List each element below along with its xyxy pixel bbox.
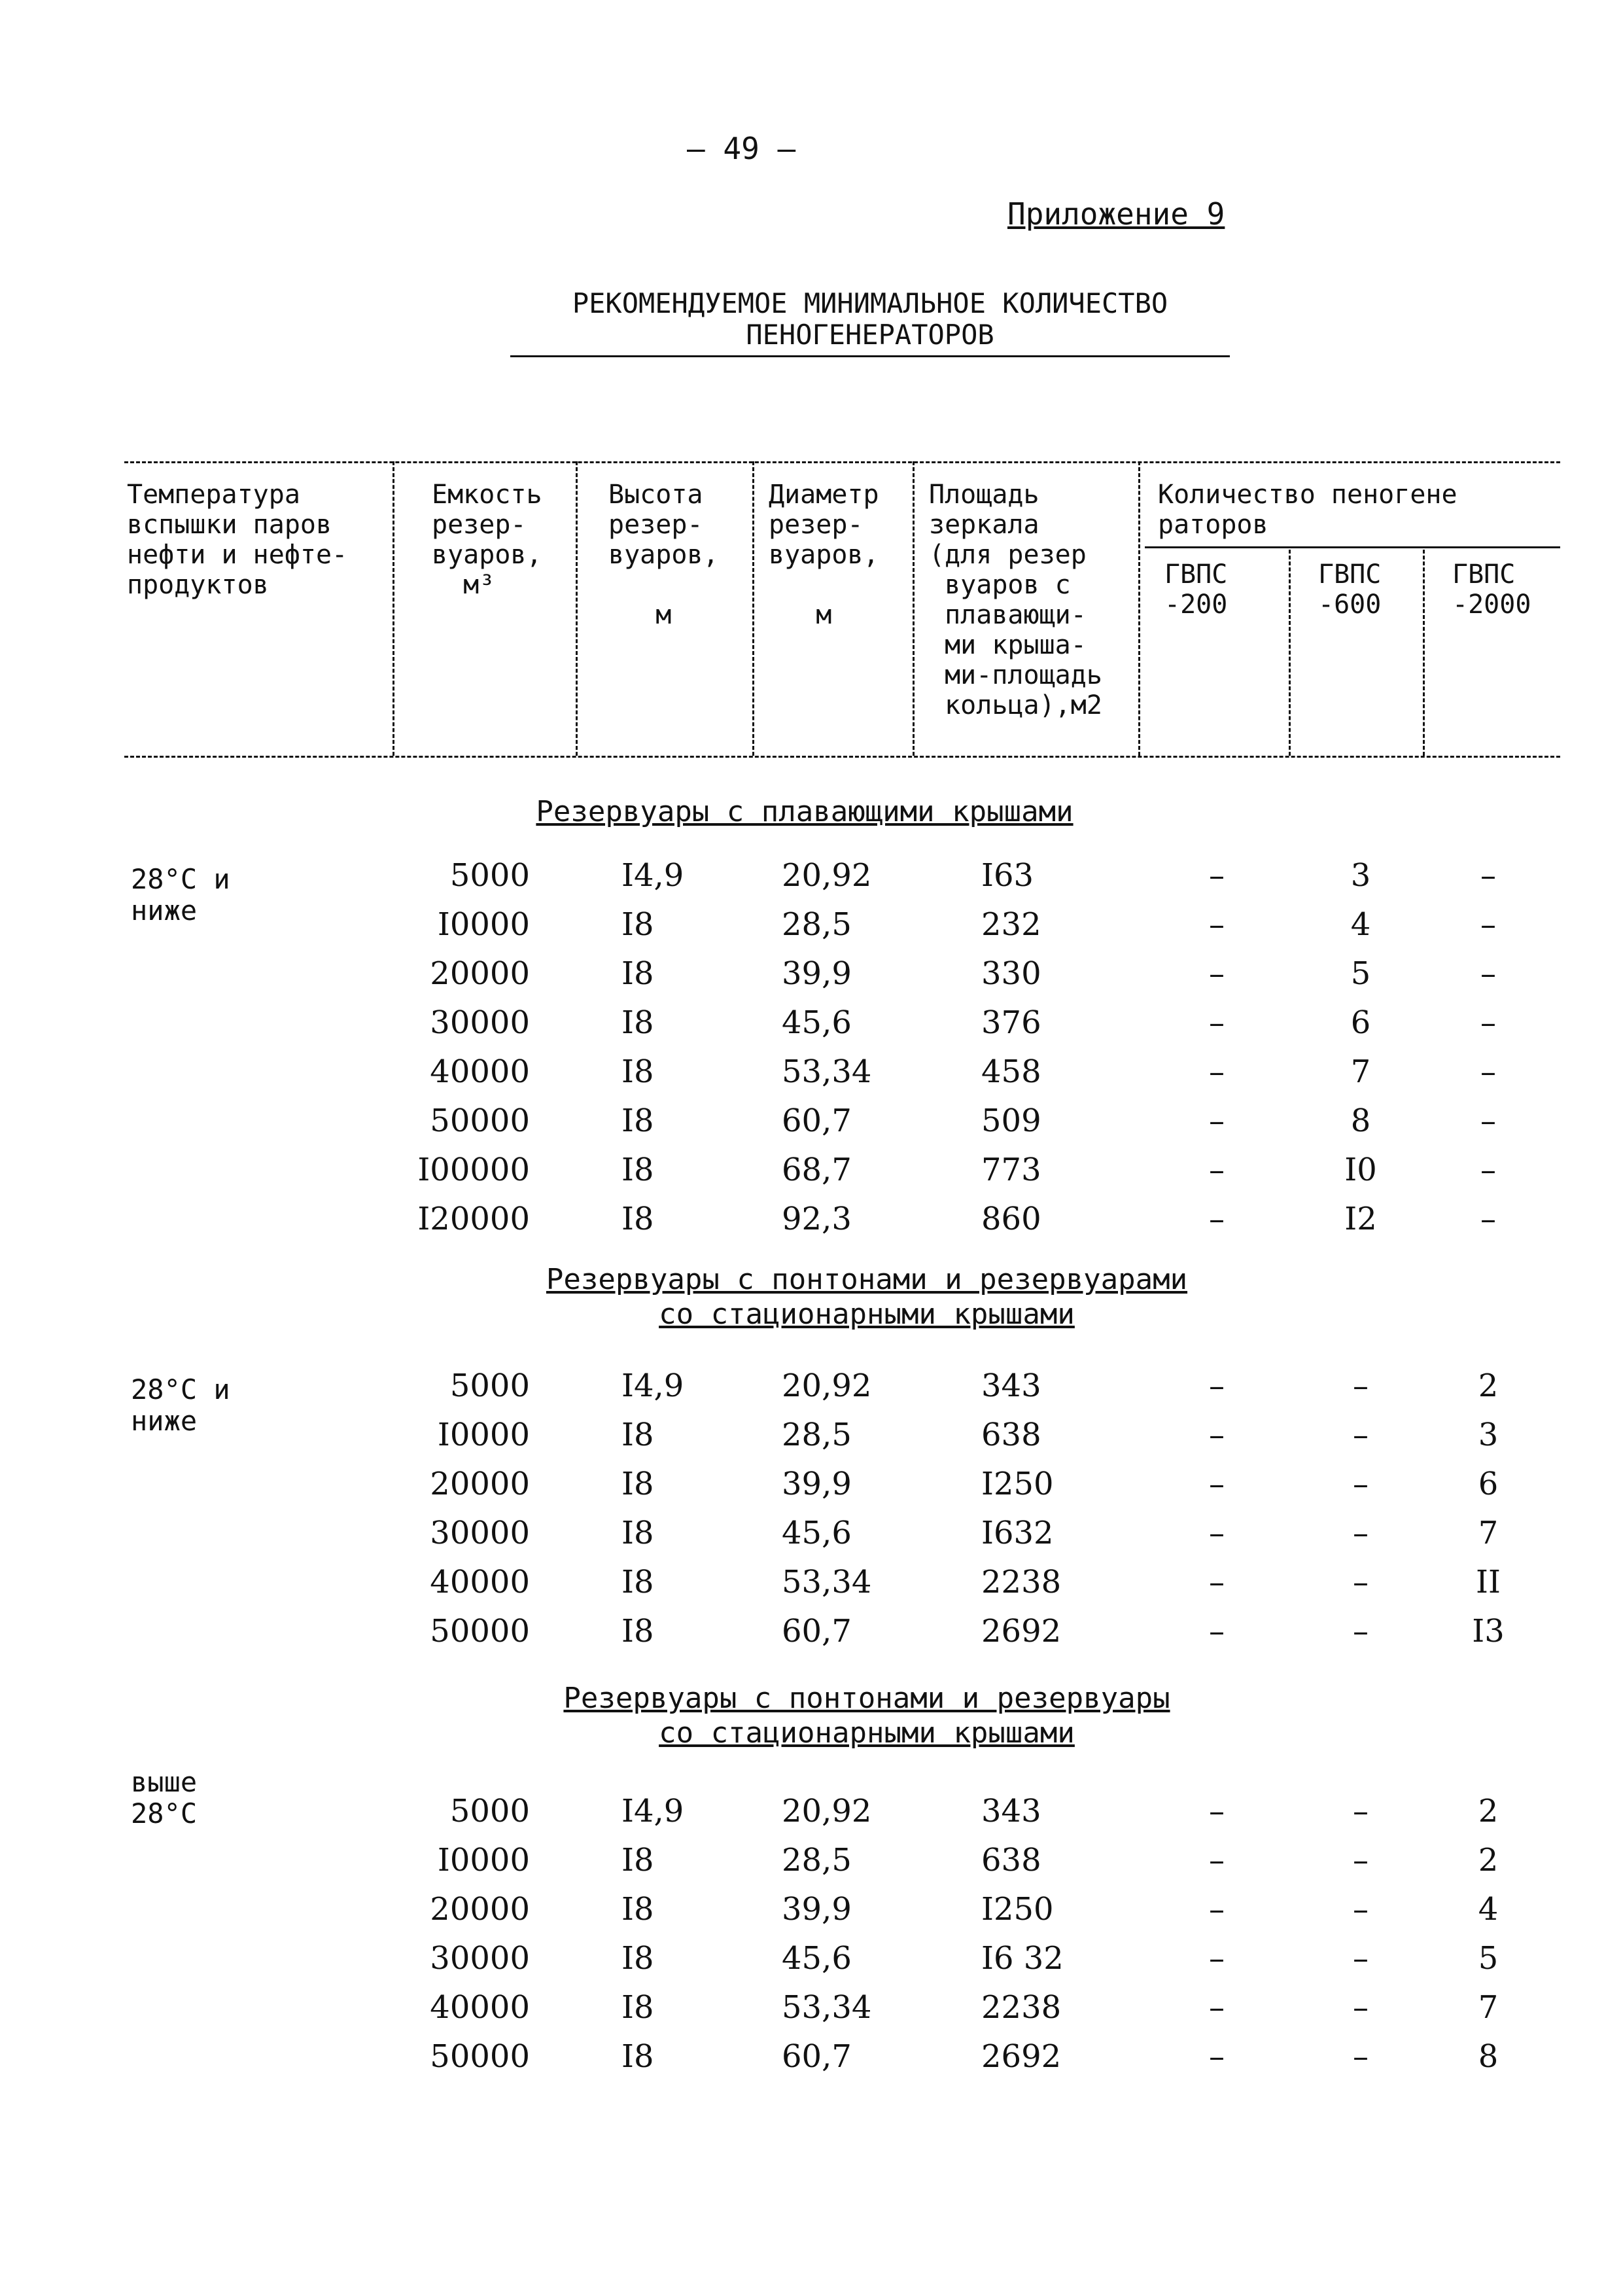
header-gvps-200: ГВПС -200 [1164,559,1228,620]
cell-height: I8 [621,1564,654,1600]
column-divider [752,461,754,756]
cell-diameter: 28,5 [782,906,852,943]
cell-diameter: 53,34 [782,1989,872,2026]
cell-gvps-200: – [1209,1103,1225,1139]
subgroup-rule [1145,546,1560,548]
cell-gvps-200: – [1209,1793,1225,1829]
cell-height: I8 [621,1989,654,2026]
cell-gvps-600: – [1353,1417,1369,1453]
column-divider [393,461,394,756]
cell-height: I4,9 [621,1368,684,1404]
table-row [0,1103,1623,1148]
cell-gvps-600: – [1353,1940,1369,1977]
cell-gvps-200: – [1209,1053,1225,1090]
cell-diameter: 68,7 [782,1152,852,1188]
cell-gvps-2000: – [1480,1103,1496,1139]
cell-capacity: 5000 [449,1793,530,1829]
cell-diameter: 53,34 [782,1564,872,1600]
table-row [0,1564,1623,1610]
header-temp: Температура вспышки паров нефти и нефте- продуктов [127,480,348,600]
cell-gvps-200: – [1209,906,1225,943]
cell-gvps-2000: 5 [1478,1940,1499,1977]
cell-gvps-200: – [1209,1940,1225,1977]
cell-area: 2238 [981,1989,1062,2026]
header-count-group: Количество пеногене раторов [1158,480,1457,540]
cell-gvps-200: – [1209,1152,1225,1188]
cell-diameter: 60,7 [782,1103,852,1139]
cell-diameter: 92,3 [782,1201,852,1237]
cell-area: I6 32 [981,1940,1064,1977]
cell-gvps-600: I2 [1344,1201,1377,1237]
cell-gvps-2000: – [1480,1053,1496,1090]
cell-gvps-600: 3 [1350,857,1371,894]
cell-area: 458 [981,1053,1041,1090]
cell-height: I8 [621,2038,654,2075]
cell-gvps-200: – [1209,1004,1225,1041]
table-row [0,1004,1623,1050]
cell-gvps-600: – [1353,1891,1369,1928]
cell-gvps-600: – [1353,2038,1369,2075]
cell-gvps-600: – [1353,1613,1369,1650]
cell-gvps-200: – [1209,1613,1225,1650]
cell-area: 330 [981,955,1041,992]
cell-gvps-2000: 8 [1478,2038,1499,2075]
cell-gvps-600: – [1353,1368,1369,1404]
cell-diameter: 39,9 [782,1466,852,1502]
cell-height: I4,9 [621,857,684,894]
cell-gvps-600: – [1353,1842,1369,1879]
cell-height: I8 [621,1940,654,1977]
table-row [0,2038,1623,2084]
cell-gvps-2000: 7 [1478,1989,1499,2026]
cell-height: I8 [621,1053,654,1090]
cell-diameter: 28,5 [782,1842,852,1879]
cell-area: 638 [981,1417,1041,1453]
cell-capacity: 50000 [430,2038,530,2075]
cell-capacity: 20000 [430,955,530,992]
table-row [0,1842,1623,1888]
cell-capacity: 50000 [430,1613,530,1650]
cell-height: I8 [621,1466,654,1502]
appendix-label: Приложение 9 [1007,196,1225,232]
cell-area: I632 [981,1515,1054,1551]
column-divider [913,461,915,756]
title-line-1: РЕКОМЕНДУЕМОЕ МИНИМАЛЬНОЕ КОЛИЧЕСТВО [572,287,1168,319]
cell-diameter: 39,9 [782,955,852,992]
cell-diameter: 53,34 [782,1053,872,1090]
table-row [0,1152,1623,1197]
cell-diameter: 28,5 [782,1417,852,1453]
cell-height: I8 [621,1004,654,1041]
cell-gvps-600: – [1353,1793,1369,1829]
cell-gvps-200: – [1209,1989,1225,2026]
table-row [0,1053,1623,1099]
cell-area: 2238 [981,1564,1062,1600]
table-row [0,1515,1623,1561]
cell-capacity: 30000 [430,1515,530,1551]
cell-diameter: 45,6 [782,1515,852,1551]
cell-area: 376 [981,1004,1041,1041]
cell-height: I8 [621,1515,654,1551]
cell-gvps-2000: 2 [1478,1842,1499,1879]
table-row [0,1613,1623,1659]
section-title-line: Резервуары с понтонами и резервуары [563,1682,1170,1715]
cell-diameter: 45,6 [782,1004,852,1041]
header-height: Высота резер- вуаров, м [608,480,719,630]
cell-gvps-2000: 2 [1478,1368,1499,1404]
cell-gvps-200: – [1209,857,1225,894]
cell-gvps-600: 8 [1350,1103,1371,1139]
cell-height: I8 [621,1152,654,1188]
cell-diameter: 60,7 [782,2038,852,2075]
header-capacity: Емкость резер- вуаров, м³ [432,480,542,600]
cell-area: 232 [981,906,1041,943]
cell-area: 509 [981,1103,1041,1139]
cell-height: I8 [621,906,654,943]
cell-gvps-2000: 4 [1478,1891,1499,1928]
cell-gvps-600: – [1353,1564,1369,1600]
cell-height: I8 [621,1613,654,1650]
table-row [0,1201,1623,1246]
cell-gvps-200: – [1209,1368,1225,1404]
cell-gvps-600: 7 [1350,1053,1371,1090]
table-row [0,1417,1623,1462]
cell-height: I8 [621,1417,654,1453]
temperature-label: выше 28°С [131,1766,198,1830]
cell-gvps-2000: – [1480,1004,1496,1041]
cell-capacity: I00000 [417,1152,530,1188]
cell-capacity: 5000 [449,857,530,894]
cell-gvps-600: I0 [1344,1152,1377,1188]
cell-gvps-2000: – [1480,955,1496,992]
cell-gvps-600: 4 [1350,906,1371,943]
cell-area: 2692 [981,1613,1062,1650]
table-row [0,857,1623,903]
cell-gvps-200: – [1209,1201,1225,1237]
cell-area: I63 [981,857,1034,894]
cell-area: 773 [981,1152,1041,1188]
cell-capacity: 40000 [430,1053,530,1090]
table-header [124,461,1560,759]
title-line-2: ПЕНОГЕНЕРАТОРОВ [746,319,994,351]
cell-gvps-200: – [1209,1564,1225,1600]
cell-diameter: 60,7 [782,1613,852,1650]
header-gvps-2000: ГВПС -2000 [1452,559,1531,620]
table-row [0,1989,1623,2035]
cell-gvps-200: – [1209,1466,1225,1502]
cell-area: 343 [981,1368,1041,1404]
header-diameter: Диаметр резер- вуаров, м [769,480,879,630]
section-title [458,795,1151,830]
column-divider [1138,461,1140,756]
column-divider [1423,550,1425,756]
cell-area: 638 [981,1842,1041,1879]
cell-gvps-2000: 7 [1478,1515,1499,1551]
cell-gvps-2000: I3 [1472,1613,1505,1650]
table-row [0,1466,1623,1511]
table-row [0,1793,1623,1839]
cell-height: I8 [621,1103,654,1139]
cell-capacity: I0000 [437,1842,530,1879]
temperature-label: 28°С и ниже [131,1373,230,1438]
section-title [458,1263,1276,1332]
cell-gvps-2000: – [1480,906,1496,943]
cell-gvps-2000: – [1480,1201,1496,1237]
section-title [458,1682,1276,1751]
table-row [0,1891,1623,1937]
cell-height: I4,9 [621,1793,684,1829]
cell-gvps-2000: – [1480,1152,1496,1188]
table-row [0,955,1623,1001]
page-number: – 49 – [687,131,796,166]
document-title [510,288,1230,357]
cell-gvps-600: – [1353,1515,1369,1551]
cell-diameter: 20,92 [782,1368,872,1404]
cell-gvps-200: – [1209,1515,1225,1551]
cell-gvps-2000: 6 [1478,1466,1499,1502]
cell-diameter: 39,9 [782,1891,852,1928]
cell-height: I8 [621,1201,654,1237]
cell-gvps-200: – [1209,2038,1225,2075]
column-divider [1289,550,1291,756]
cell-capacity: 20000 [430,1891,530,1928]
cell-gvps-2000: – [1480,857,1496,894]
cell-diameter: 45,6 [782,1940,852,1977]
cell-capacity: 5000 [449,1368,530,1404]
cell-gvps-600: – [1353,1989,1369,2026]
table-row [0,1368,1623,1413]
cell-capacity: I20000 [417,1201,530,1237]
cell-gvps-200: – [1209,1891,1225,1928]
cell-capacity: 50000 [430,1103,530,1139]
cell-capacity: 20000 [430,1466,530,1502]
cell-gvps-2000: 3 [1478,1417,1499,1453]
cell-diameter: 20,92 [782,1793,872,1829]
cell-area: I250 [981,1891,1054,1928]
table-row [0,906,1623,952]
cell-capacity: 40000 [430,1564,530,1600]
header-gvps-600: ГВПС -600 [1318,559,1382,620]
cell-height: I8 [621,1891,654,1928]
cell-gvps-600: – [1353,1466,1369,1502]
cell-area: I250 [981,1466,1054,1502]
cell-gvps-2000: II [1476,1564,1501,1600]
cell-capacity: 30000 [430,1940,530,1977]
cell-gvps-200: – [1209,1842,1225,1879]
cell-diameter: 20,92 [782,857,872,894]
section-title-line: со стационарными крышами [659,1297,1075,1331]
cell-area: 2692 [981,2038,1062,2075]
header-bottom-rule [124,756,1560,758]
section-title-line: Резервуары с понтонами и резервуарами [546,1263,1188,1296]
cell-capacity: I0000 [437,1417,530,1453]
section-title-line: со стационарными крышами [659,1716,1075,1750]
header-top-rule [124,461,1560,463]
temperature-label: 28°С и ниже [131,863,230,927]
cell-capacity: 40000 [430,1989,530,2026]
cell-area: 860 [981,1201,1041,1237]
cell-gvps-600: 5 [1350,955,1371,992]
cell-capacity: 30000 [430,1004,530,1041]
cell-height: I8 [621,955,654,992]
cell-capacity: I0000 [437,906,530,943]
cell-gvps-600: 6 [1350,1004,1371,1041]
column-divider [576,461,578,756]
cell-gvps-2000: 2 [1478,1793,1499,1829]
cell-height: I8 [621,1842,654,1879]
section-title-line: Резервуары с плавающими крышами [536,795,1073,828]
cell-gvps-200: – [1209,955,1225,992]
cell-area: 343 [981,1793,1041,1829]
header-area: Площадь зеркала (для резер вуаров с плавающи- ми крыша- ми-площадь кольца),м2 [929,480,1102,720]
cell-gvps-200: – [1209,1417,1225,1453]
table-row [0,1940,1623,1986]
